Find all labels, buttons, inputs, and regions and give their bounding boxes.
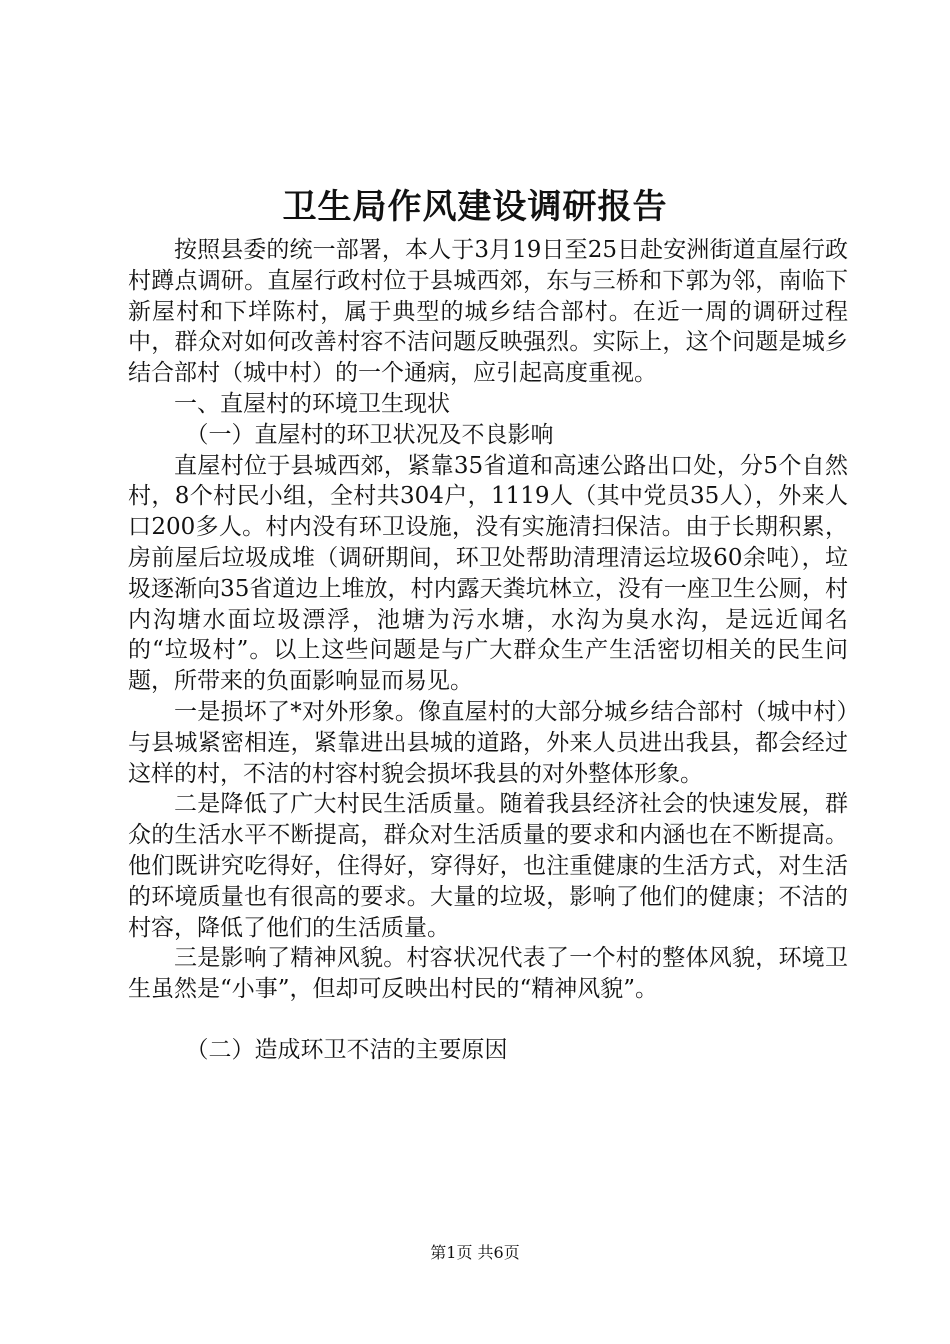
document-body [128,235,848,1066]
paragraph-intro: 按照县委的统一部署，本人于3月19日至25日赴安洲街道直屋行政村蹲点调研。直屋行政村位于县城西郊，东与三桥和下郭为邻，南临下新屋村和下垟陈村，属于典型的城乡结合部村。在近一周的调研过程中，群众对如何改善村容不洁问题反映强烈。实际上，这个问题是城乡结合部村（城中村）的一个通病，应引起高度重视。 [128,237,848,387]
subsection-heading-1: （一）直屋村的环卫状况及不良影响 [185,421,554,448]
section-heading-1: 一、直屋村的环境卫生现状 [174,390,450,417]
page-footer: 第1页 共6页 [430,1243,520,1262]
paragraph-point-2: 二是降低了广大村民生活质量。随着我县经济社会的快速发展，群众的生活水平不断提高，群众对生活质量的要求和内涵也在不断提高。他们既讲究吃得好，住得好，穿得好，也注重健康的生活方式，对生活的环境质量也有很高的要求。大量的垃圾，影响了他们的健康；不洁的村容，降低了他们的生活质量。 [128,791,848,941]
paragraph-point-1: 一是损坏了*对外形象。像直屋村的大部分城乡结合部村（城中村）与县城紧密相连，紧靠进出县城的道路，外来人员进出我县，都会经过这样的村，不洁的村容村貌会损坏我县的对外整体形象。 [128,698,848,787]
paragraph-point-3: 三是影响了精神风貌。村容状况代表了一个村的整体风貌，环境卫生虽然是“小事”，但却可反映出村民的“精神风貌”。 [128,945,848,1003]
paragraph-status: 直屋村位于县城西郊，紧靠35省道和高速公路出口处，分5个自然村，8个村民小组，全村共304户，1119人（其中党员35人），外来人口200多人。村内没有环卫设施，没有实施清扫保洁。由于长期积累，房前屋后垃圾成堆（调研期间，环卫处帮助清理清运垃圾60余吨），垃圾逐渐向35省道边上堆放，村内露天粪坑林立，没有一座卫生公厕，村内沟塘水面垃圾漂浮，池塘为污水塘，水沟为臭水沟，是远近闻名的“垃圾村”。以上这些问题是与广大群众生产生活密切相关的民生问题，所带来的负面影响显而易见。 [128,452,848,695]
document-title: 卫生局作风建设调研报告 [282,187,668,227]
subsection-heading-2: （二）造成环卫不洁的主要原因 [185,1036,508,1063]
